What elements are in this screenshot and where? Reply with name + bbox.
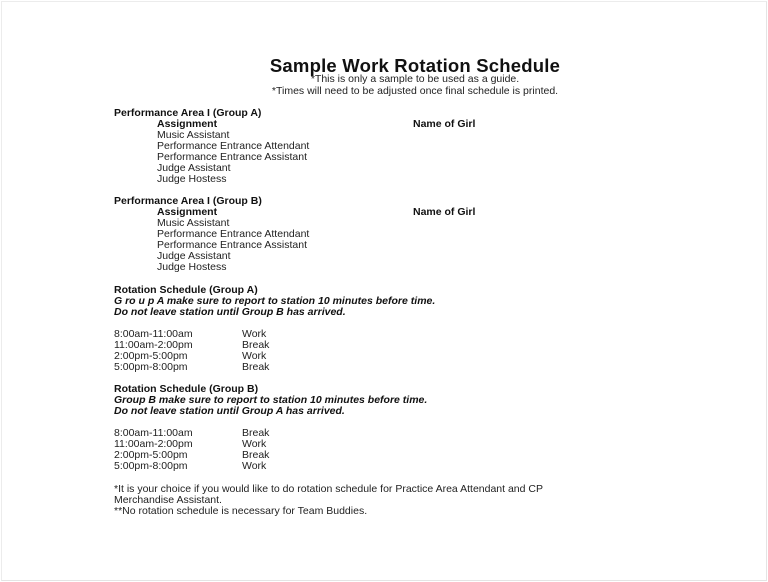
slot-status: Break (242, 427, 270, 439)
subtitle-note-2: *Times will need to be adjusted once final schedule is printed. (271, 85, 559, 97)
slot-status: Work (242, 350, 267, 362)
assignment-item: Music Assistant (157, 217, 230, 229)
document-title: Sample Work Rotation Schedule (269, 55, 561, 76)
assignment-item: Performance Entrance Attendant (157, 140, 310, 152)
document-page (1, 1, 767, 581)
slot-time: 2:00pm-5:00pm (114, 449, 188, 461)
assignment-column-header: Assignment (157, 206, 218, 218)
slot-status: Work (242, 438, 267, 450)
slot-time: 11:00am-2:00pm (114, 339, 193, 351)
footnote-line: *It is your choice if you would like to do rotation schedule for Practice Area Attendant and CP (114, 483, 543, 495)
section-heading: Rotation Schedule (Group A) (114, 284, 258, 296)
slot-status: Break (242, 361, 270, 373)
slot-time: 8:00am-11:00am (114, 427, 193, 439)
instruction-line: G ro u p A make sure to report to station 10 minutes before time. (114, 295, 436, 307)
instruction-line: Group B make sure to report to station 10 minutes before time. (114, 394, 428, 406)
slot-status: Work (242, 460, 267, 472)
assignment-item: Judge Assistant (157, 162, 231, 174)
slot-status: Break (242, 339, 270, 351)
instruction-line: Do not leave station until Group A has arrived. (114, 405, 345, 417)
assignment-item: Performance Entrance Assistant (157, 151, 307, 163)
assignment-item: Judge Hostess (157, 261, 227, 273)
subtitle-note-1: *This is only a sample to be used as a guide. (310, 73, 520, 85)
assignment-item: Performance Entrance Assistant (157, 239, 307, 251)
assignment-item: Performance Entrance Attendant (157, 228, 310, 240)
section-heading: Rotation Schedule (Group B) (114, 383, 259, 395)
assignment-column-header: Assignment (157, 118, 218, 130)
name-column-header: Name of Girl (413, 118, 476, 130)
slot-time: 8:00am-11:00am (114, 328, 193, 340)
assignment-item: Judge Hostess (157, 173, 227, 185)
assignment-item: Music Assistant (157, 129, 230, 141)
slot-time: 11:00am-2:00pm (114, 438, 193, 450)
name-column-header: Name of Girl (413, 206, 476, 218)
slot-time: 5:00pm-8:00pm (114, 460, 188, 472)
footnote-line: Merchandise Assistant. (114, 494, 222, 506)
slot-time: 5:00pm-8:00pm (114, 361, 188, 373)
footnote-line: **No rotation schedule is necessary for Team Buddies. (114, 505, 368, 517)
instruction-line: Do not leave station until Group B has arrived. (114, 306, 346, 318)
slot-status: Break (242, 449, 270, 461)
slot-status: Work (242, 328, 267, 340)
section-heading: Performance Area I (Group B) (114, 195, 262, 207)
assignment-item: Judge Assistant (157, 250, 231, 262)
section-heading: Performance Area I (Group A) (114, 107, 262, 119)
slot-time: 2:00pm-5:00pm (114, 350, 188, 362)
